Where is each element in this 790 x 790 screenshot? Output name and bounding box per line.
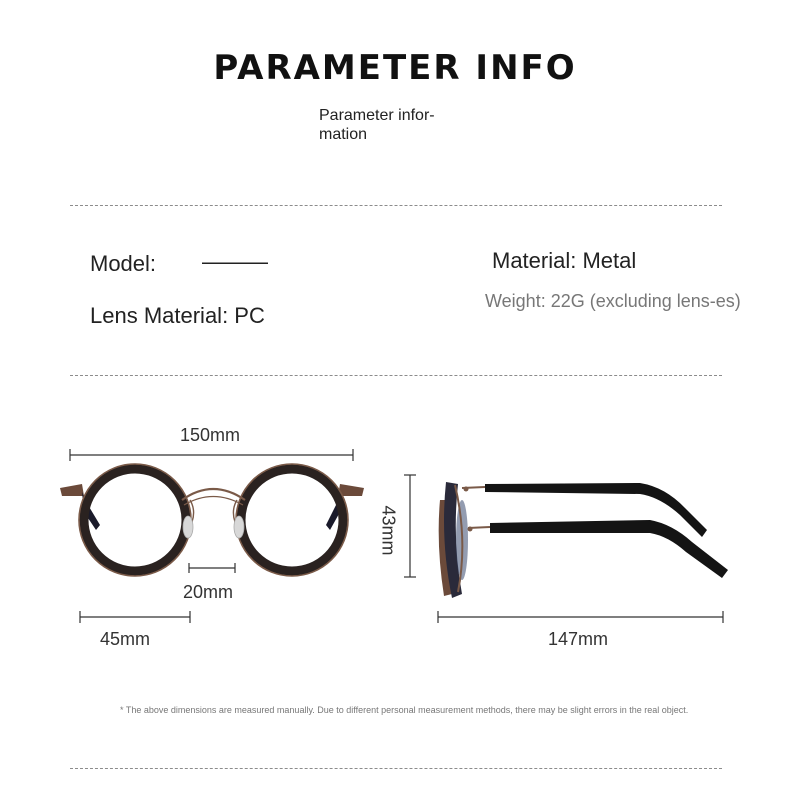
measurement-footnote: * The above dimensions are measured manually. Due to different personal measurement methods, there may be slight errors in the real object. xyxy=(120,705,689,715)
lens-height-dimension-line xyxy=(404,475,416,577)
left-nose-pad xyxy=(183,516,193,538)
right-lens-rim xyxy=(241,469,343,571)
glasses-front-view xyxy=(60,464,364,576)
left-hinge-icon xyxy=(60,484,84,496)
lower-temple xyxy=(490,520,728,578)
model-value: ——— xyxy=(202,249,268,274)
left-lens-rim xyxy=(84,469,186,571)
temple-length-dimension-line xyxy=(438,611,723,623)
material-spec: Material: Metal xyxy=(492,248,637,273)
lens-width-label: 45mm xyxy=(100,629,151,649)
model-label: Model: xyxy=(90,251,157,276)
lens-material-spec: Lens Material: PC xyxy=(90,303,265,328)
right-nose-pad xyxy=(234,516,244,538)
glasses-side-view xyxy=(439,482,728,598)
bridge-dimension-line xyxy=(189,563,235,573)
lens-width-dimension-line xyxy=(80,611,190,623)
page-title: PARAMETER INFO xyxy=(213,48,577,88)
total-width-dimension-line xyxy=(70,449,353,461)
total-width-label: 150mm xyxy=(180,425,241,445)
temple-length-label: 147mm xyxy=(548,629,609,649)
bridge xyxy=(182,489,245,500)
weight-spec: Weight: 22G (excluding lens-es) xyxy=(485,291,741,311)
lens-height-label: 43mm xyxy=(378,505,399,556)
page-subtitle: Parameter infor-mation xyxy=(319,107,435,143)
bridge-width-label: 20mm xyxy=(183,582,234,602)
